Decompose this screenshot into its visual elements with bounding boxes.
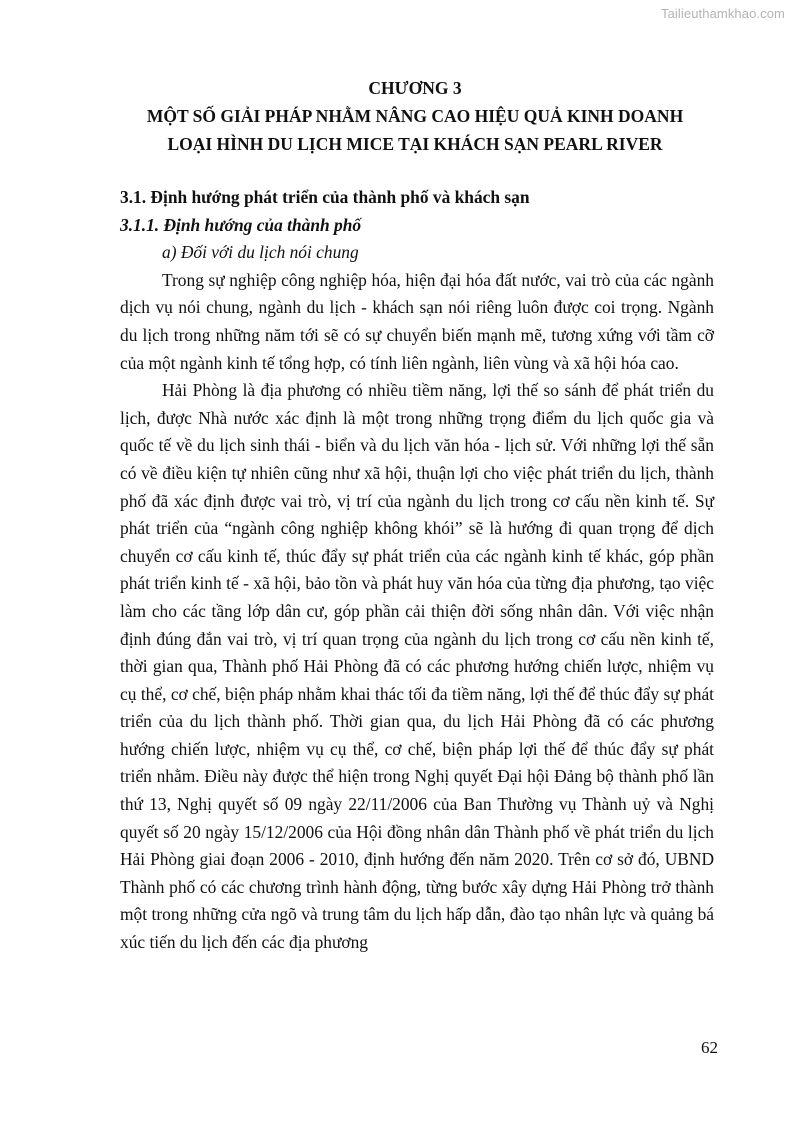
page-number: 62 [701,1038,718,1057]
chapter-number: CHƯƠNG 3 [368,78,462,98]
list-item-heading: a) Đối với du lịch nói chung [162,242,359,263]
paragraph-1: Trong sự nghiệp công nghiệp hóa, hiện đại hóa đất nước, vai trò của các ngành dịch vụ nói chung, ngành du lịch - khách sạn nói riêng luôn được coi trọng. Ngành du lịch trong những năm tới sẽ có sự chuyển biến mạnh mẽ, tương xứng với tầm cỡ của một ngành kinh tế tổng hợp, có tính liên ngành, liên vùng và xã hội hóa cao. [120,269,714,373]
subsection-heading: 3.1.1. Định hướng của thành phố [120,214,362,235]
watermark-text: Tailieuthamkhao.com [660,6,785,21]
chapter-title-line-2: LOẠI HÌNH DU LỊCH MICE TẠI KHÁCH SẠN PEARL RIVER [167,134,663,154]
paragraph-2: Hải Phòng là địa phương có nhiều tiềm năng, lợi thế so sánh để phát triển du lịch, được Nhà nước xác định là một trong những trọng điểm du lịch quốc gia và quốc tế về du lịch sinh thái - biển và du lịch văn hóa - lịch sử. Với những lợi thế sẵn có về điều kiện tự nhiên cũng như xã hội, thuận lợi cho việc phát triển du lịch, thành phố đã xác định được vai trò, vị trí của ngành du lịch trong cơ cấu nền kinh tế. Sự phát triển của “ngành công nghiệp không khói” sẽ là hướng đi quan trọng để dịch chuyển cơ cấu kinh tế, thúc đẩy sự phát triển của các ngành kinh tế khác, góp phần phát triển kinh tế - xã hội, bảo tồn và phát huy văn hóa của từng địa phương, tạo việc làm cho các tầng lớp dân cư, góp phần cải thiện đời sống nhân dân. Với việc nhận định đúng đắn vai trò, vị trí quan trọng của ngành du lịch trong cơ cấu nền kinh tế, thời gian qua, Thành phố Hải Phòng đã có các phương hướng chiến lược, nhiệm vụ cụ thể, cơ chế, biện pháp nhằm khai thác tối đa tiềm năng, lợi thế để thúc đẩy sự phát triển của du lịch thành phố. Thời gian qua, du lịch Hải Phòng đã có các phương hướng chiến lược, nhiệm vụ cụ thể, cơ chế, biện pháp lợi thế để thúc đẩy sự phát triển nhằm. Điều này được thể hiện trong Nghị quyết Đại hội Đảng bộ thành phố lần thứ 13, Nghị quyết số 09 ngày 22/11/2006 của Ban Thường vụ Thành uỷ và Nghị quyết số 20 ngày 15/12/2006 của Hội đồng nhân dân Thành phố về phát triển du lịch Hải Phòng giai đoạn 2006 - 2010, định hướng đến năm 2020. Trên cơ sở đó, UBND Thành phố có các chương trình hành động, từng bước xây dựng Hải Phòng trở thành một trong những cửa ngõ và trung tâm du lịch hấp dẫn, đào tạo nhân lực và quảng bá xúc tiến du lịch đến các địa phương [120,380,714,953]
chapter-title-line-1: MỘT SỐ GIẢI PHÁP NHẰM NÂNG CAO HIỆU QUẢ KINH DOANH [146,106,684,126]
chapter-header [100,74,730,158]
section-heading: 3.1. Định hướng phát triển của thành phố và khách sạn [120,187,530,207]
document-body [120,184,714,957]
